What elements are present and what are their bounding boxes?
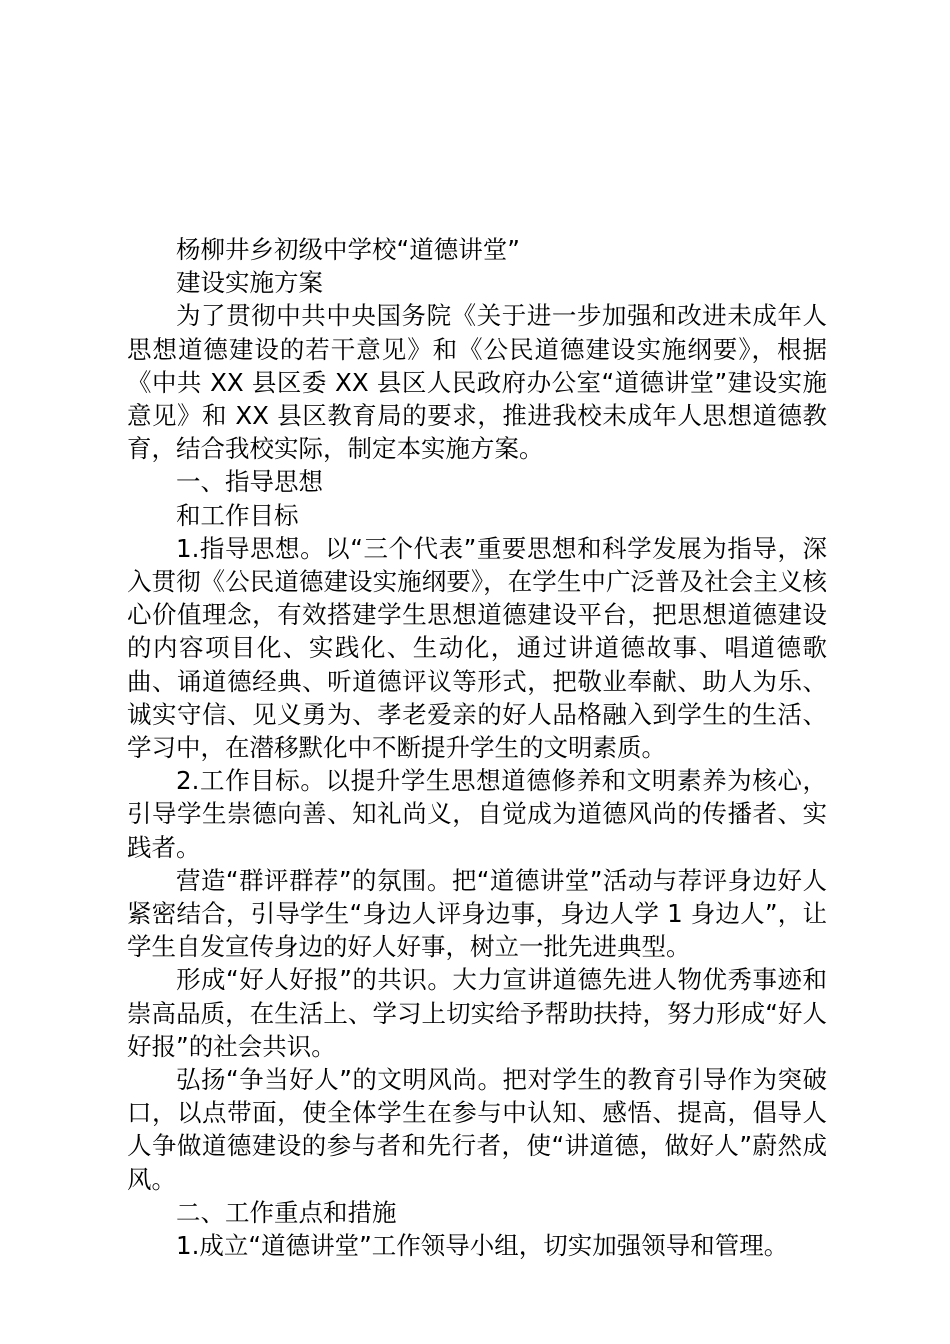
work-goal-paragraph: 2.工作目标。以提升学生思想道德修养和文明素养为核心，引导学生崇德向善、知礼尚义，自觉成为道德风尚的传播者、实践者。 <box>127 766 827 862</box>
atmosphere-paragraph: 营造“群评群荐”的氛围。把“道德讲堂”活动与荐评身边好人紧密结合，引导学生“身边人评身边事，身边人学 1 身边人”，让学生自发宣传身边的好人好事，树立一批先进典型。 <box>127 865 827 962</box>
section-heading-2: 二、工作重点和措施 <box>176 1197 397 1227</box>
section-heading-1: 一、指导思想 <box>176 467 323 497</box>
guiding-thought-paragraph: 1.指导思想。以“三个代表”重要思想和科学发展为指导，深入贯彻《公民道德建设实施纲要》，在学生中广泛普及社会主义核心价值理念，有效搭建学生思想道德建设平台，把思想道德建设的内容项目化、实践化、生动化，通过讲道德故事、唱道德歌曲、诵道德经典、听道德评议等形式，把敬业奉献、助人为乐、诚实守信、见义勇为、孝老爱亲的好人品格融入到学生的生活、学习中，在潜移默化中不断提升学生的文明素质。 <box>127 533 827 763</box>
title-line-1: 杨柳井乡初级中学校“道德讲堂” <box>176 235 520 264</box>
promote-paragraph: 弘扬“争当好人”的文明风尚。把对学生的教育引导作为突破口，以点带面，使全体学生在参与中认知、感悟、提高，倡导人人争做道德建设的参与者和先行者，使“讲道德，做好人”蔚然成风。 <box>127 1065 827 1194</box>
consensus-paragraph: 形成“好人好报”的共识。大力宣讲道德先进人物优秀事迹和崇高品质，在生活上、学习上切实给予帮助扶持，努力形成“好人好报”的社会共识。 <box>127 965 827 1061</box>
title-line-2: 建设实施方案 <box>176 268 323 298</box>
section-heading-1-cont: 和工作目标 <box>176 500 299 530</box>
document-body <box>127 233 827 1262</box>
measure-1-paragraph: 1.成立“道德讲堂”工作领导小组，切实加强领导和管理。 <box>176 1231 789 1261</box>
intro-paragraph: 为了贯彻中共中央国务院《关于进一步加强和改进未成年人思想道德建设的若干意见》和《公民道德建设实施纲要》，根据《中共 XX 县区委 XX 县区人民政府办公室“道德讲堂”建设实施意见》和 XX 县区教育局的要求，推进我校未成年人思想道德教育，结合我校实际，制定本实施方案。 <box>127 301 827 464</box>
